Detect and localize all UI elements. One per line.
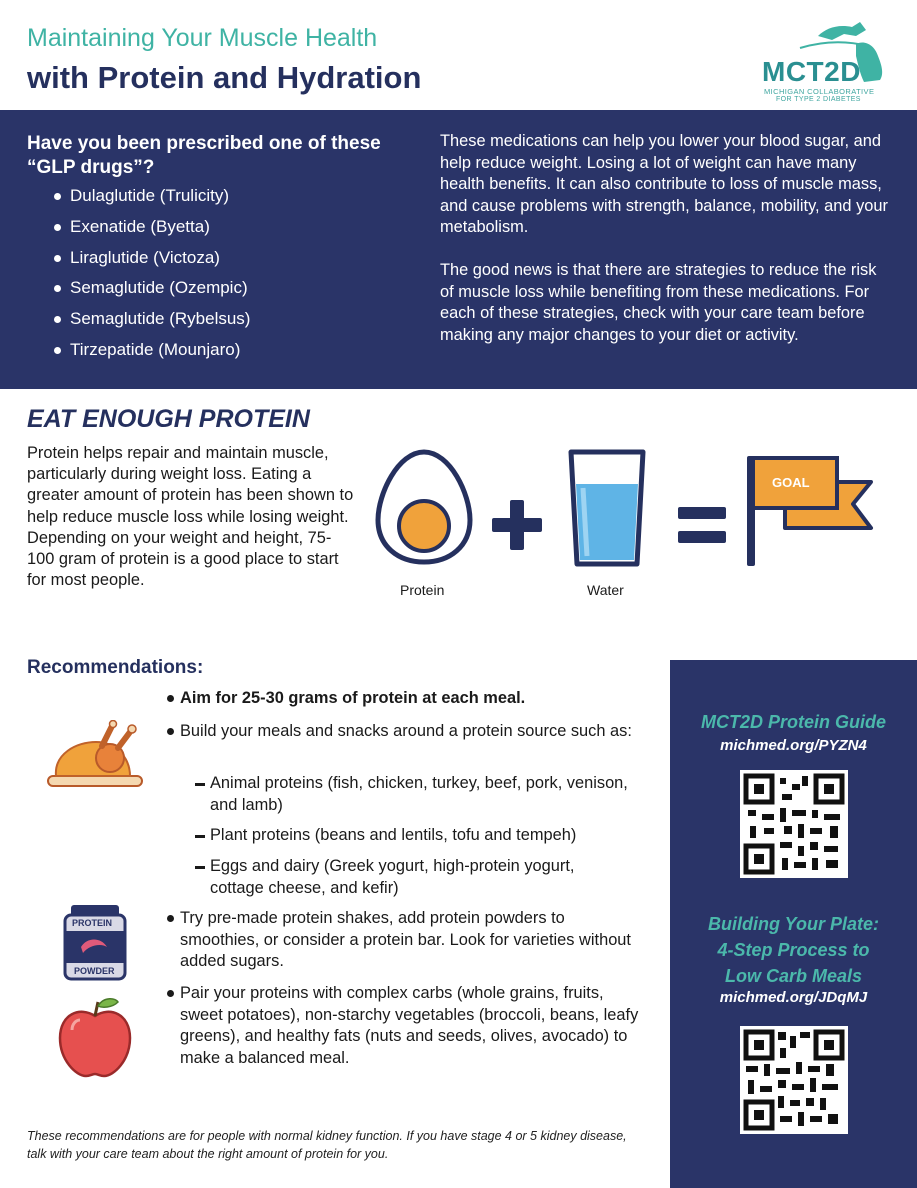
list-item: Semaglutide (Rybelsus)	[52, 309, 250, 340]
logo-subtitle: MICHIGAN COLLABORATIVE	[764, 87, 875, 96]
logo-text: MCT2D	[762, 56, 861, 87]
apple-icon	[56, 994, 134, 1078]
list-item: Pair your proteins with complex carbs (whole grains, fruits, sweet potatoes), non-starchy vegetables (broccoli, beans, leafy greens), and healthy fats (nuts and seeds, olives, avocado) to make a balanced meal.	[165, 983, 650, 1069]
intro-paragraph: These medications can help you lower your blood sugar, and help reduce weight. Losing a lot of weight can have many health benefits. It can also contribute to loss of muscle mass, and cause problems with strength, balance, mobility, and your metabolism.	[440, 132, 888, 236]
list-item: Eggs and dairy (Greek yogurt, high-protein yogurt, cottage cheese, and kefir)	[195, 856, 630, 899]
list-item: Liraglutide (Victoza)	[52, 248, 250, 279]
equals-icon	[676, 505, 728, 547]
drug-list	[52, 186, 250, 371]
jar-label-bottom: POWDER	[74, 966, 115, 976]
protein-label: Protein	[400, 582, 445, 598]
qr-code-icon	[740, 1026, 848, 1134]
list-item: Semaglutide (Ozempic)	[52, 278, 250, 309]
plate-title-3: Low Carb Meals	[724, 966, 863, 986]
page-subtitle: Maintaining Your Muscle Health	[27, 24, 378, 52]
turkey-icon	[46, 720, 146, 792]
footnote: These recommendations are for people with normal kidney function. If you have stage 4 or 5 kidney disease, talk with your care team about the right amount of protein for you.	[27, 1129, 627, 1161]
list-item: Dulaglutide (Trulicity)	[52, 186, 250, 217]
guide-title: MCT2D Protein Guide	[700, 712, 886, 732]
plate-title-2: 4-Step Process to	[717, 940, 870, 960]
list-item: Build your meals and snacks around a protein source such as:	[165, 721, 632, 743]
jar-label-top: PROTEIN	[72, 918, 113, 928]
list-item: Try pre-made protein shakes, add protein powders to smoothies, or consider a protein bar. Look for varieties without added sugars.	[165, 908, 640, 973]
water-glass-icon	[567, 448, 647, 568]
water-label: Water	[587, 582, 624, 598]
plus-icon	[490, 498, 544, 552]
list-item: Exenatide (Byetta)	[52, 217, 250, 248]
mct2d-logo	[760, 18, 890, 106]
qr-code[interactable]	[740, 770, 848, 878]
goal-label: GOAL	[772, 475, 810, 490]
protein-paragraph: Protein helps repair and maintain muscle, particularly during weight loss. Eating a greater amount of protein has been shown to help reduce muscle loss while losing weight. Depending on your weight and height, 75-100 gram of protein is a good place to start for most people.	[27, 444, 354, 590]
intro-paragraph-2: The good news is that there are strategies to reduce the risk of muscle loss while benefiting from these medications. For each of these strategies, check with your care team before making any major changes to your diet or activity.	[440, 261, 877, 344]
list-item: Tirzepatide (Mounjaro)	[52, 340, 250, 371]
section-title: EAT ENOUGH PROTEIN	[27, 405, 310, 433]
recommendations-title: Recommendations:	[27, 657, 204, 678]
plate-title: Building Your Plate:	[707, 914, 879, 934]
plate-link[interactable]: michmed.org/JDqMJ	[719, 989, 868, 1006]
logo-subtitle-2: FOR TYPE 2 DIABETES	[776, 96, 861, 103]
intro-band	[0, 110, 917, 389]
list-item: Plant proteins (beans and lentils, tofu and tempeh)	[195, 825, 630, 847]
goal-flag-icon	[745, 452, 875, 568]
qr-code-icon	[740, 770, 848, 878]
intro-question: Have you been prescribed one of these “GLP drugs”?	[27, 133, 381, 178]
list-item: Aim for 25-30 grams of protein at each meal.	[165, 688, 525, 710]
guide-link[interactable]: michmed.org/PYZN4	[720, 737, 867, 754]
egg-icon	[374, 446, 474, 566]
resources-sidebar	[670, 660, 917, 1188]
page-title: with Protein and Hydration	[27, 60, 422, 95]
list-item: Animal proteins (fish, chicken, turkey, beef, pork, venison, and lamb)	[195, 773, 630, 816]
qr-code-2[interactable]	[740, 1026, 848, 1134]
